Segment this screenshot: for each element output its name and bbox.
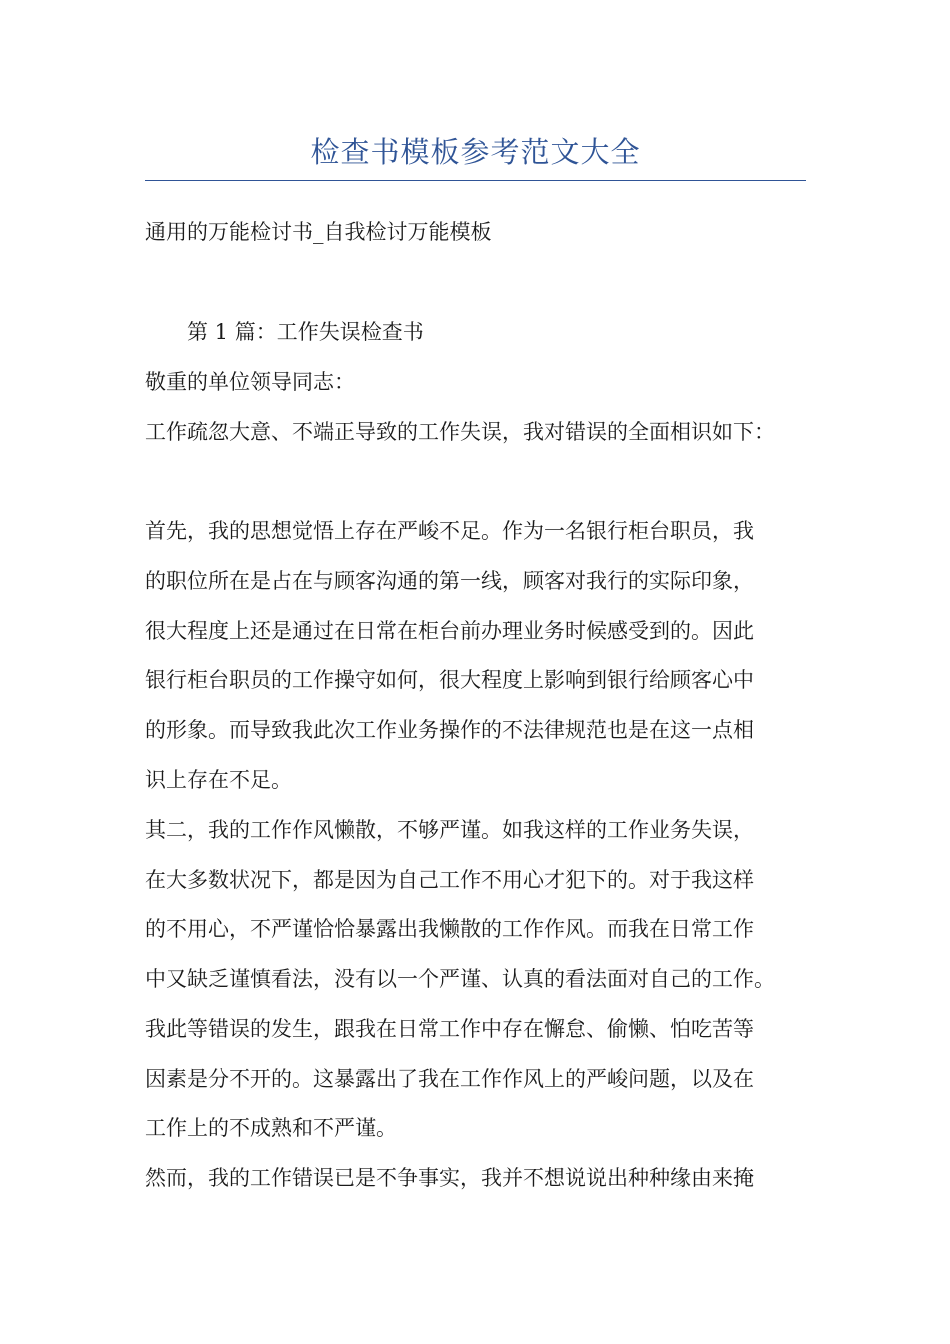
paragraph-line: 工作上的不成熟和不严谨。 — [145, 1116, 397, 1140]
paragraph-line: 然而，我的工作错误已是不争事实，我并不想说说出种种缘由来掩 — [145, 1166, 754, 1190]
paragraph-line: 因素是分不开的。这暴露出了我在工作作风上的严峻问题，以及在 — [145, 1067, 754, 1091]
title-underline — [145, 180, 806, 181]
paragraph-line: 中又缺乏谨慎看法，没有以一个严谨、认真的看法面对自己的工作。 — [145, 967, 775, 991]
section-heading: 第 1 篇：工作失误检查书 — [187, 320, 424, 344]
paragraph-line: 首先，我的思想觉悟上存在严峻不足。作为一名银行柜台职员，我 — [145, 519, 754, 543]
paragraph-line: 的不用心，不严谨恰恰暴露出我懒散的工作作风。而我在日常工作 — [145, 917, 754, 941]
paragraph-line: 识上存在不足。 — [145, 768, 292, 792]
paragraph-line: 很大程度上还是通过在日常在柜台前办理业务时候感受到的。因此 — [145, 619, 754, 643]
paragraph-line: 在大多数状况下，都是因为自己工作不用心才犯下的。对于我这样 — [145, 868, 754, 892]
paragraph-line: 的形象。而导致我此次工作业务操作的不法律规范也是在这一点相 — [145, 718, 754, 742]
paragraph-line: 银行柜台职员的工作操守如何，很大程度上影响到银行给顾客心中 — [145, 668, 754, 692]
document-title: 检查书模板参考范文大全 — [310, 135, 641, 169]
paragraph-line: 其二，我的工作作风懒散，不够严谨。如我这样的工作业务失误， — [145, 818, 754, 842]
salutation: 敬重的单位领导同志： — [145, 370, 355, 394]
document-subtitle: 通用的万能检讨书_自我检讨万能模板 — [145, 220, 492, 244]
paragraph-line: 的职位所在是占在与顾客沟通的第一线，顾客对我行的实际印象， — [145, 569, 754, 593]
paragraph-line: 我此等错误的发生，跟我在日常工作中存在懈怠、偷懒、怕吃苦等 — [145, 1017, 754, 1041]
intro-line: 工作疏忽大意、不端正导致的工作失误，我对错误的全面相识如下： — [145, 420, 775, 444]
